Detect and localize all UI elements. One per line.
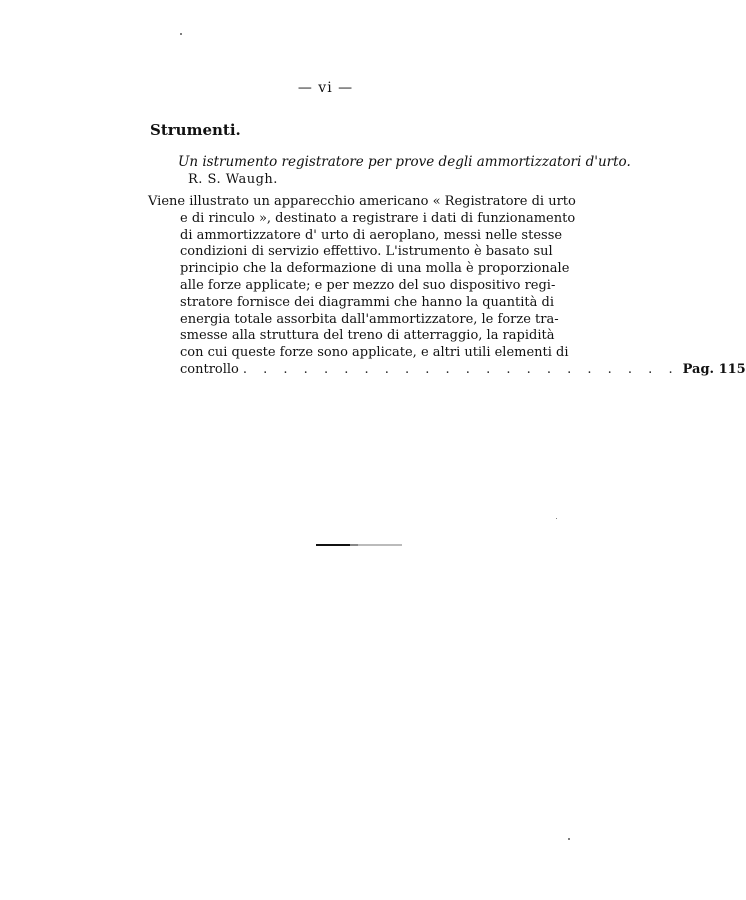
entry-title: Un istrumento registratore per prove degli ammortizzatori d'urto. bbox=[178, 154, 631, 170]
abstract-line: di ammortizzatore d' urto di aeroplano, messi nelle stesse bbox=[180, 227, 563, 243]
abstract-last-line bbox=[148, 361, 746, 379]
scan-speck bbox=[568, 838, 570, 840]
entry-author: R. S. Waugh. bbox=[188, 172, 278, 187]
dot-leader: . . . . . . . . . . . . . . . . . . . . . . bbox=[242, 361, 679, 377]
abstract-line: smesse alla struttura del treno di atterraggio, la rapidità bbox=[180, 328, 555, 344]
ornament-rule bbox=[316, 543, 402, 547]
abstract-line: con cui queste forze sono applicate, e altri utili elementi di bbox=[180, 345, 569, 361]
abstract-line: e di rinculo », destinato a registrare i dati di funzionamento bbox=[180, 210, 576, 226]
abstract-last-word: controllo bbox=[180, 361, 239, 377]
abstract-line: condizioni di servizio effettivo. L'istrumento è basato sul bbox=[180, 244, 553, 260]
abstract-line: stratore fornisce dei diagrammi che hanno la quantità di bbox=[180, 294, 555, 310]
page-reference: Pag. 115 bbox=[682, 361, 746, 377]
scan-speck bbox=[180, 33, 182, 35]
entry-abstract bbox=[148, 194, 746, 379]
page-number-header: — vi — bbox=[297, 80, 354, 96]
abstract-line: principio che la deformazione di una molla è proporzionale bbox=[180, 261, 570, 277]
abstract-line: Viene illustrato un apparecchio americano « Registratore di urto bbox=[148, 194, 576, 209]
abstract-line: alle forze applicate; e per mezzo del suo dispositivo regi- bbox=[180, 277, 556, 293]
abstract-line: energia totale assorbita dall'ammortizzatore, le forze tra- bbox=[180, 311, 559, 327]
section-heading: Strumenti. bbox=[150, 121, 241, 139]
scan-speck bbox=[556, 518, 557, 519]
